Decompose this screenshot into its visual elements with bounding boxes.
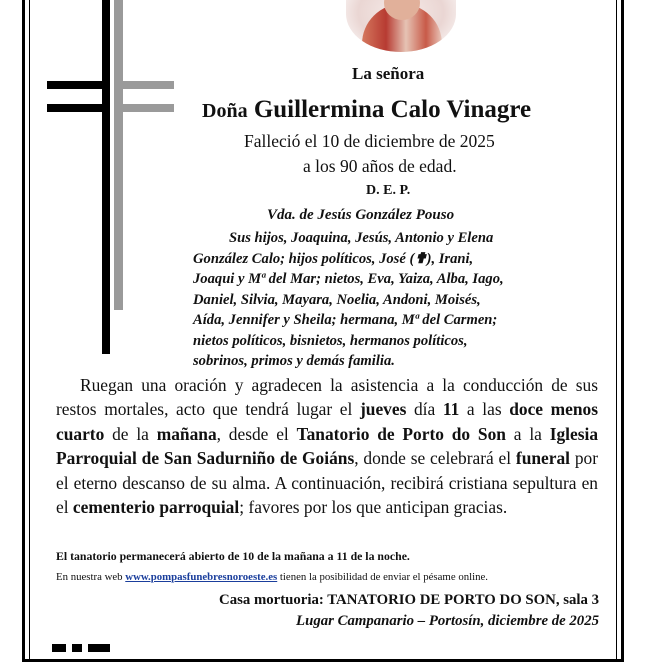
deceased-name xyxy=(202,96,531,124)
departure-place: Tanatorio de Porto do Son xyxy=(296,423,506,444)
day-number: 11 xyxy=(442,399,460,420)
intro-label: La señora xyxy=(352,64,425,83)
family-line: nietos políticos, bisnietos, hermanos políticos, xyxy=(193,332,468,349)
day-name: jueves xyxy=(359,399,407,420)
family-line: Daniel, Silvia, Mayara, Noelia, Andoni, Moisés, xyxy=(193,291,481,308)
age-line: a los 90 años de edad. xyxy=(303,156,457,176)
web-note: En nuestra web www.pompasfunebresnoroeste.es tienen la posibilidad de enviar el pésame online. xyxy=(56,571,489,583)
family-line: sobrinos, primos y demás familia. xyxy=(193,353,395,369)
casa-mortuoria: Casa mortuoria: TANATORIO DE PORTO DO SON, sala 3 xyxy=(219,592,599,608)
website-link[interactable]: www.pompasfunebresnoroeste.es xyxy=(125,571,278,583)
death-date-line: Falleció el 10 de diciembre de 2025 xyxy=(244,131,495,151)
family-line: Aída, Jennifer y Sheila; hermana, Mª del Carmen; xyxy=(193,312,498,328)
family-line: Sus hijos, Joaquina, Jesús, Antonio y Elena xyxy=(229,230,494,246)
family-line: González Calo; hijos políticos, José (✟), Irani, xyxy=(193,250,474,267)
ceremony-paragraph: Ruegan una oración y agradecen la asistencia a la conducción de sus restos mortales, acto que tendrá lugar el jueves día 11 a las doce menos cuarto de la mañana, desde el Tanatorio de Porto do Son a la Iglesia Parroquial de San Sadurniño de Goiáns, donde se celebrará el funeral por el eterno descanso de su alma. A continuación, recibirá cristiana sepultura en el cementerio parroquial; favores por los que anticipan gracias. xyxy=(56,375,599,518)
deceased-portrait-photo xyxy=(346,0,456,52)
funeral-label: funeral xyxy=(515,448,571,469)
full-name: Guillermina Calo Vinagre xyxy=(253,96,532,123)
logo-mark-fragment xyxy=(52,644,122,652)
ceremony-time: doce menos cuarto xyxy=(56,399,598,444)
widow-line: Vda. de Jesús González Pouso xyxy=(267,207,455,223)
family-line: Joaqui y Mª del Mar; nietos, Eva, Yaiza, Alba, Iago, xyxy=(193,271,504,287)
dep-label: D. E. P. xyxy=(366,183,411,198)
family-list xyxy=(193,228,597,372)
church-name: Iglesia Parroquial de San Sadurniño de Goiáns xyxy=(56,423,599,469)
tanatorio-hours: El tanatorio permanecerá abierto de 10 de la mañana a 11 de la noche. xyxy=(56,549,410,563)
place-date: Lugar Campanario – Portosín, diciembre de 2025 xyxy=(296,613,599,629)
time-of-day: mañana xyxy=(156,423,217,444)
honorific: Doña xyxy=(202,100,248,122)
cemetery-label: cementerio parroquial xyxy=(72,497,240,518)
